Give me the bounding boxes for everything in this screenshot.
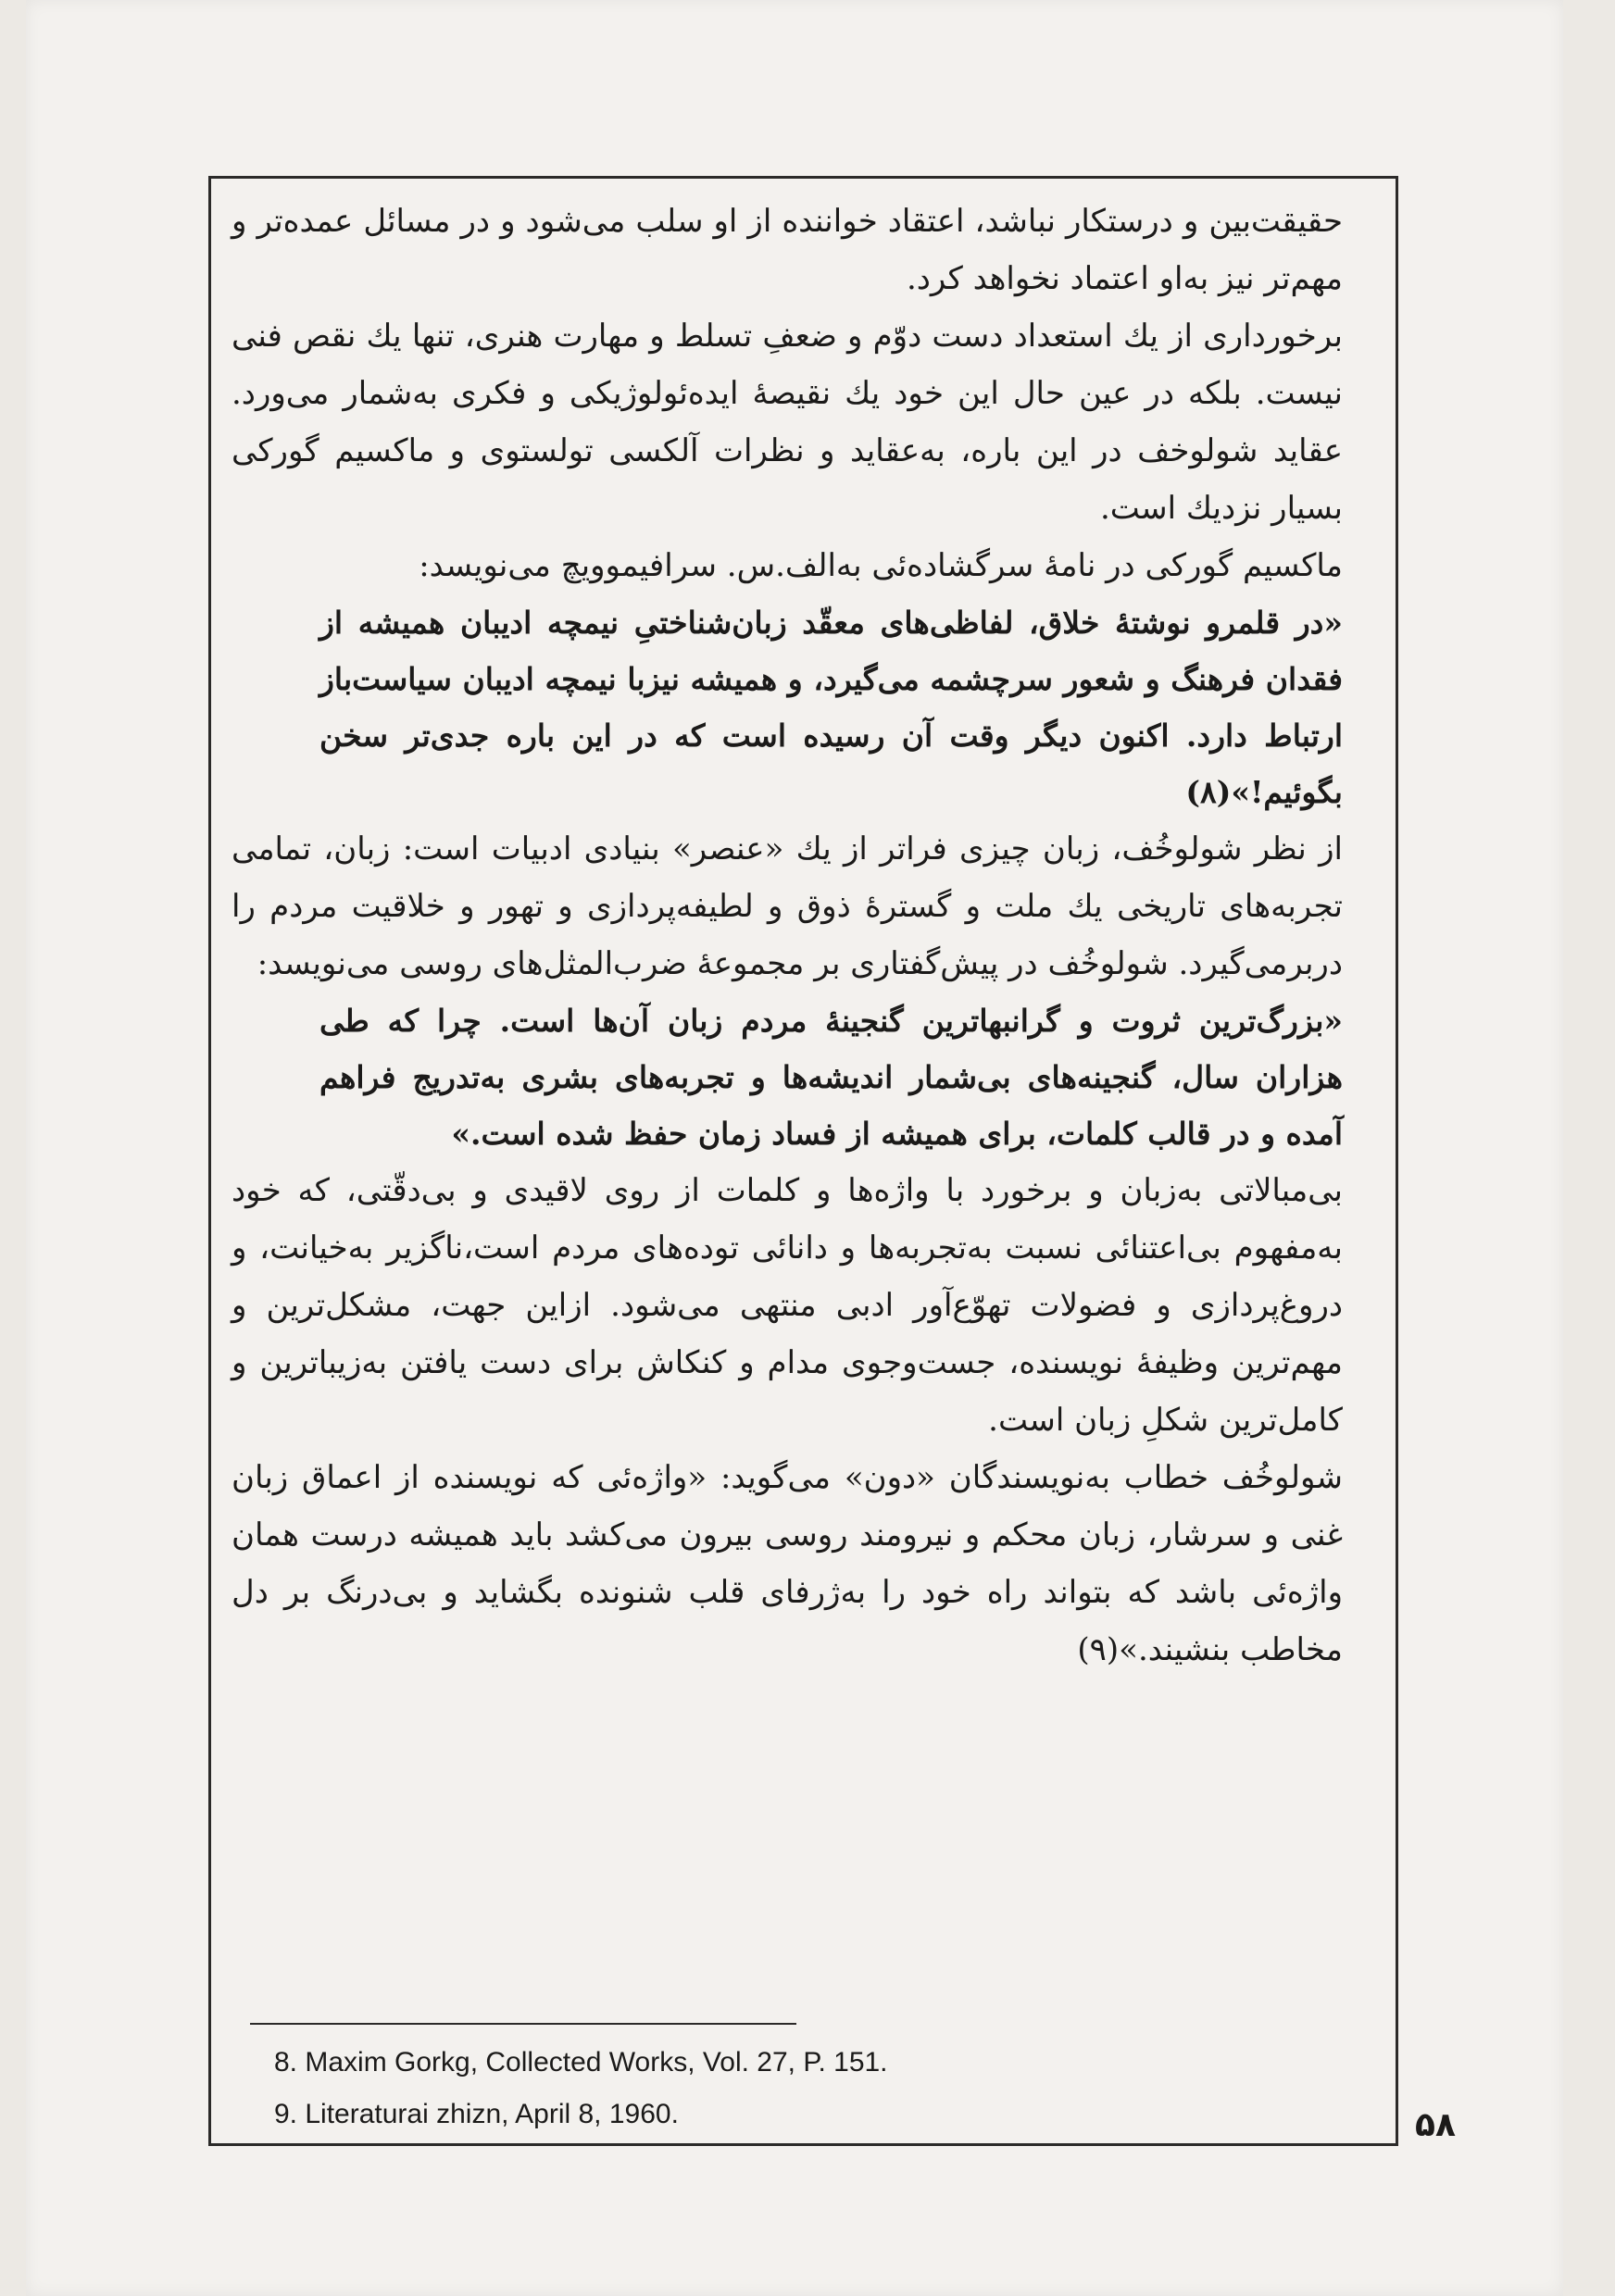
footnotes	[274, 2037, 1200, 2140]
paragraph-3: ماکسیم گورکی در نامهٔ سرگشاده‌ئی به‌الف.س. سرافیموویچ می‌نویسد:	[419, 547, 1343, 584]
main-text	[232, 193, 1343, 1678]
footnote-8: 8. Maxim Gorkg, Collected Works, Vol. 27, P. 151.	[274, 2047, 888, 2078]
paragraph-6: شولوخُف خطاب به‌نویسندگان «دون» می‌گوید: «واژه‌ئی که نویسنده از اعماق زبان غنی و سرشار، زبان محکم و نیرومند روسی بیرون می‌کشد باید همیشه درست همان واژه‌ئی باشد که بتواند راه خود را به‌ژرفای قلب شنونده بگشاید و بی‌درنگ بر دل مخاطب بنشیند.»(۹)	[232, 1459, 1343, 1668]
paragraph-5: بی‌مبالاتی به‌زبان و برخورد با واژه‌ها و کلمات از روی لاقیدی و بی‌دقّتی، که خود به‌مفهوم بی‌اعتنائی نسبت به‌تجربه‌ها و دانائی توده‌های مردم است،ناگزیر به‌خیانت، و دروغ‌پردازی و فضولات تهوّع‌آور ادبی منتهی می‌شود. ازاین جهت، مشکل‌ترین و مهم‌ترین وظیفهٔ نویسنده، جست‌وجوی مدام و کنکاش برای دست یافتن به‌زیباترین و کامل‌ترین شکلِ زبان است.	[232, 1172, 1343, 1439]
footnote-9: 9. Literaturai zhizn, April 8, 1960.	[274, 2099, 679, 2129]
paragraph-2: برخورداری از یك استعداد دست دوّم و ضعفِ تسلط و مهارت هنری، تنها یك نقص فنی نیست. بلکه در عین حال این خود یك نقیصهٔ ایده‌ئولوژیکی و فکری به‌شمار می‌ورد. عقاید شولوخف در این باره، به‌عقاید و نظرات آلکسی تولستوی و ماکسیم گورکی بسیار نزدیك است.	[232, 318, 1343, 527]
page-number: ۵۸	[1415, 2106, 1456, 2144]
quote-2: «بزرگ‌ترین ثروت و گرانبهاترین گنجینهٔ مردم زبان آن‌ها است. چرا که طی هزاران سال، گنجینه‌های بی‌شمار اندیشه‌ها و تجربه‌های بشری به‌تدریج فراهم آمده و در قالب کلمات، برای همیشه از فساد زمان حفظ شده است.»	[319, 1003, 1343, 1152]
paragraph-1: حقیقت‌بین و درستکار نباشد، اعتقاد خواننده از او سلب می‌شود و در مسائل عمده‌تر و مهم‌تر نیز به‌او اعتماد نخواهد کرد.	[232, 203, 1343, 297]
quote-1: «در قلمرو نوشتهٔ خلاق، لفاظی‌های معقّد زبان‌شناختیِ نیمچه ادیبان همیشه از فقدان فرهنگ و شعور سرچشمه می‌گیرد، و همیشه نیزبا نیمچه ادیبان سیاست‌باز ارتباط دارد. اکنون دیگر وقت آن رسیده است که در این باره جدی‌تر سخن بگوئیم!»(۸)	[319, 605, 1343, 810]
footnote-divider	[250, 2023, 796, 2025]
paragraph-4: از نظر شولوخُف، زبان چیزی فراتر از یك «عنصر» بنیادی ادبیات است: زبان، تمامی تجربه‌های تاریخی یك ملت و گسترهٔ ذوق و لطیفه‌پردازی و تهور و خلاقیت مردم را دربرمی‌گیرد. شولوخُف در پیش‌گفتاری بر مجموعهٔ ضرب‌المثل‌های روسی می‌نویسد:	[232, 830, 1343, 982]
